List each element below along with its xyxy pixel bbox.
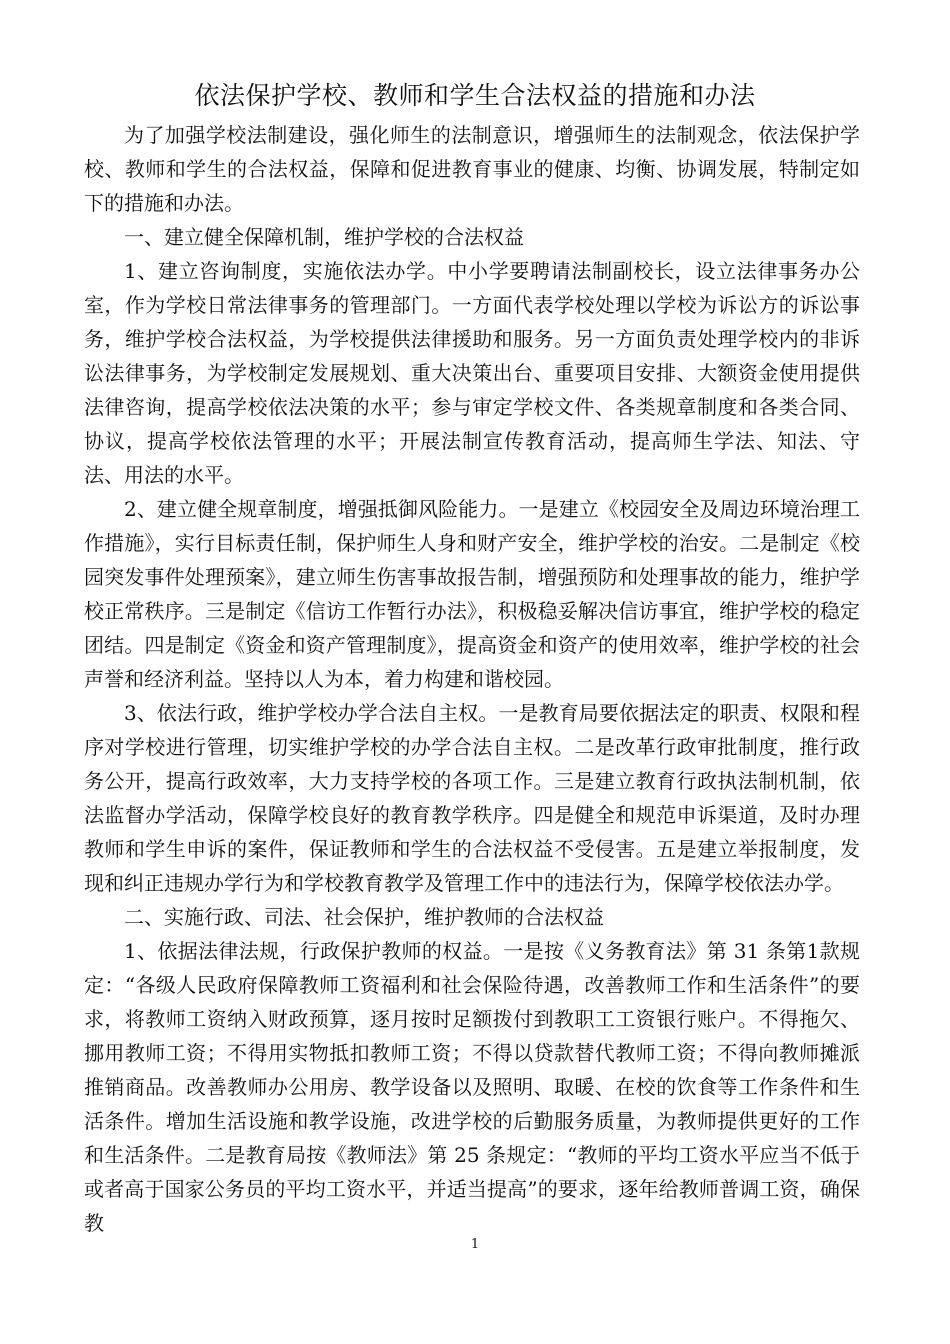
section-heading-one: 一、建立健全保障机制，维护学校的合法权益: [124, 225, 524, 249]
document-title: 依法保护学校、教师和学生合法权益的措施和办法: [194, 81, 756, 110]
intro-paragraph: 为了加强学校法制建设，强化师生的法制意识，增强师生的法制观念，依法保护学校、教师和学生的合法权益，保障和促进教育事业的健康、均衡、协调发展，特制定如下的措施和办法。: [84, 123, 860, 215]
document-body: [84, 118, 860, 1240]
paragraph-rules-system: 2、建立健全规章制度，增强抵御风险能力。一是建立《校园安全及周边环境治理工作措施》，实行目标责任制，保护师生人身和财产安全，维护学校的治安。二是制定《校园突发事件处理预案》，建立师生伤害事故报告制，增强预防和处理事故的能力，维护学校正常秩序。三是制定《信访工作暂行办法》，积极稳妥解决信访事宜，维护学校的稳定团结。四是制定《资金和资产管理制度》，提高资金和资产的使用效率，维护学校的社会声誉和经济利益。坚持以人为本，着力构建和谐校园。: [84, 497, 860, 691]
section-heading-two: 二、实施行政、司法、社会保护，维护教师的合法权益: [124, 905, 604, 929]
paragraph-teacher-rights: 1、依据法律法规，行政保护教师的权益。一是按《义务教育法》第 31 条第1款规定：“各级人民政府保障教师工资福利和社会保险待遇，改善教师工作和生活条件”的要求，将教师工资纳入财政预算，逐月按时足额拨付到教职工工资银行账户。不得拖欠、挪用教师工资；不得用实物抵扣教师工资；不得以贷款替代教师工资；不得向教师摊派推销商品。改善教师办公用房、教学设备以及照明、取暖、在校的饮食等工作条件和生活条件。增加生活设施和教学设施，改进学校的后勤服务质量，为教师提供更好的工作和生活条件。二是教育局按《教师法》第 25 条规定：“教师的平均工资水平应当不低于或者高于国家公务员的平均工资水平，并适当提高”的要求，逐年给教师普调工资，确保教: [84, 939, 860, 1235]
page-number: 1: [470, 1237, 480, 1252]
paragraph-administration-by-law: 3、依法行政，维护学校办学合法自主权。一是教育局要依据法定的职责、权限和程序对学校进行管理，切实维护学校的办学合法自主权。二是改革行政审批制度，推行政务公开，提高行政效率，大力支持学校的各项工作。三是建立教育行政执法制机制，依法监督办学活动，保障学校良好的教育教学秩序。四是健全和规范申诉渠道，及时办理教师和学生申诉的案件，保证教师和学生的合法权益不受侵害。五是建立举报制度，发现和纠正违规办学行为和学校教育教学及管理工作中的违法行为，保障学校依法办学。: [84, 701, 860, 895]
paragraph-consulting-system: 1、建立咨询制度，实施依法办学。中小学要聘请法制副校长，设立法律事务办公室，作为学校日常法律事务的管理部门。一方面代表学校处理以学校为诉讼方的诉讼事务，维护学校合法权益，为学校提供法律援助和服务。另一方面负责处理学校内的非诉讼法律事务，为学校制定发展规划、重大决策出台、重要项目安排、大额资金使用提供法律咨询，提高学校依法决策的水平；参与审定学校文件、各类规章制度和各类合同、协议，提高学校依法管理的水平；开展法制宣传教育活动，提高师生学法、知法、守法、用法的水平。: [84, 259, 860, 487]
